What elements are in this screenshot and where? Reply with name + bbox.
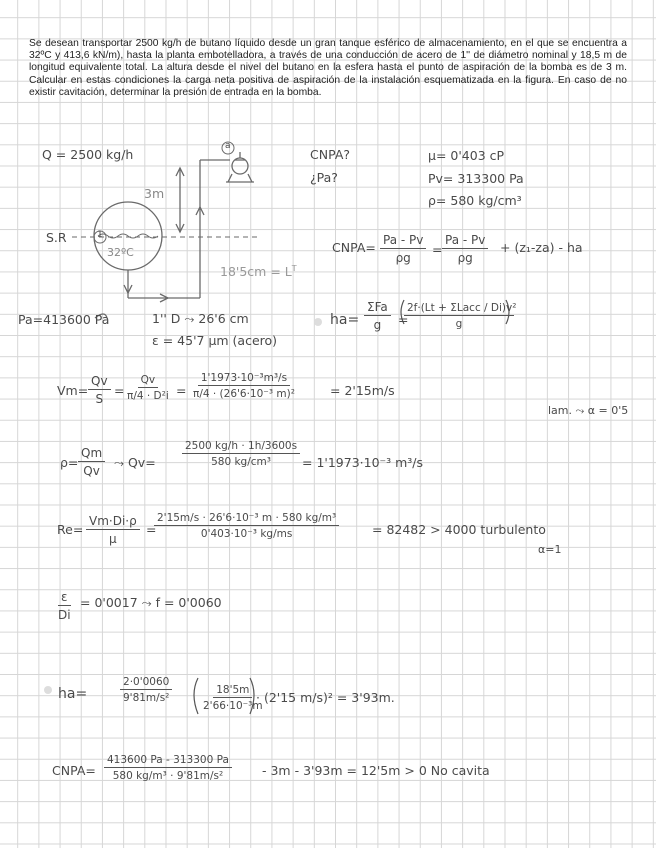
re-result: = 82482 > 4000 turbulento xyxy=(372,522,546,537)
paren-left xyxy=(194,678,198,714)
diagram-diameter-label: 1'' D ⤳ 26'6 cm xyxy=(152,311,249,326)
data-density: ρ= 580 kg/cm³ xyxy=(428,193,522,208)
ha-fraction-1: ΣFa g xyxy=(364,300,391,332)
ha-equals: = xyxy=(398,312,409,327)
vm-fraction-2: $\frac{Qv}{\text{π/4 · D²i}}$ xyxy=(127,374,169,402)
vm-laminar-note: lam. ⤳ α = 0'5 xyxy=(548,404,629,417)
re-fraction-2: $\frac{\text{2'15m/s · 26'6·10⁻³ m · 580 kg/m³}}{\text{0'403·10⁻³ kg/ms}}$ xyxy=(154,512,339,540)
diagram-roughness-label: ε = 45'7 μm (acero) xyxy=(152,333,278,348)
bullet-ha-calc xyxy=(44,686,52,694)
problem-statement: Se desean transportar 2500 kg/h de butano líquido desde un gran tanque esférico de almacenamiento, en el que se encuentra a 32ºC y 413,6 kN/m), hasta la planta embotelladora, a través de una conducción de acero de 1'' de diámetro nominal y 18,5 m de longitud equivalente total. La altura desde el nivel del butano en la esfera hasta el punto de aspiración de la bomba es de 3 m. Calcular en estas condiciones la carga neta positiva de aspiración de la instalación esquematizada en la figura. En caso de no existir cavitación, determinar la presión de entrada en la bomba. xyxy=(29,38,627,98)
unknown-pa: ¿Pa? xyxy=(310,170,338,185)
cnpa-fraction-1: $\frac{Pa - Pv}{\rho g}$ xyxy=(380,233,426,265)
ha-calc-lhs: ha= xyxy=(58,686,88,702)
ha-calc-fraction-2: $\frac{18'5m}{\text{2'66·10⁻³m}}$ xyxy=(203,684,263,712)
diagram-sr-label: S.R xyxy=(46,230,67,245)
ha-fraction-2: 2f·(Lt + ΣLacc / Di)v² g xyxy=(404,302,514,330)
cnpa-formula-lhs: CNPA= xyxy=(332,240,376,255)
data-vapor-pressure: Pv= 313300 Pa xyxy=(428,171,524,186)
vm-fraction-1: $\frac{Qv}{S}$ xyxy=(88,374,111,406)
cnpa-rest: + (z₁-za) - ha xyxy=(500,240,583,255)
cnpa-calc-fraction: $\frac{413600 Pa - 313300 Pa}{\text{580 kg/m³ · 9'81m/s²}}$ xyxy=(104,754,232,782)
eps-result: = 0'0017 ⤳ f = 0'0060 xyxy=(80,595,222,610)
vm-lhs: Vm= xyxy=(57,383,89,398)
vm-fraction-3: $\frac{\text{1'1973·10⁻³m³/s}}{\text{π/4 · (26'6·10⁻³ m)²}}$ xyxy=(193,372,295,400)
vm-eq1: = xyxy=(114,383,125,398)
ha-calc-fraction-1: $\frac{2\cdot 0'0060}{\text{9'81m/s²}}$ xyxy=(120,676,172,704)
cnpa-fraction-2: $\frac{Pa - Pv}{\rho g}$ xyxy=(442,233,488,265)
rho-fraction-1: $\frac{Qm}{Qv}$ xyxy=(78,446,105,478)
cnpa-calc-lhs: CNPA= xyxy=(52,763,96,778)
rho-result: = 1'1973·10⁻³ m³/s xyxy=(302,455,424,470)
re-alpha: α=1 xyxy=(538,543,562,556)
rho-lhs: ρ= xyxy=(60,455,79,470)
vm-result: = 2'15m/s xyxy=(330,383,395,398)
diagram-temp-label: 32ºC xyxy=(107,246,134,259)
diagram-point-a: a xyxy=(225,141,231,151)
diagram-height-label: 3m xyxy=(144,186,165,201)
diagram-pa-label: Pa=413600 Pa xyxy=(18,312,110,327)
eps-fraction: $\frac{\varepsilon}{Di}$ xyxy=(58,590,71,622)
ha-formula-lhs: ha= xyxy=(330,312,360,328)
re-eq: = xyxy=(146,522,157,537)
cnpa-calc-result: - 3m - 3'93m = 12'5m > 0 No cavita xyxy=(262,763,490,778)
re-fraction-1: $\frac{Vm\cdot Di\cdot\rho}{\mu}$ xyxy=(86,514,140,546)
vm-eq2: = xyxy=(176,383,187,398)
diagram-point-1: 1 xyxy=(97,230,103,240)
ha-calc-result: · (2'15 m/s)² = 3'93m. xyxy=(256,690,395,705)
diagram-length-label: $18'5cm = L^T$ xyxy=(220,264,297,280)
unknown-cnpa: CNPA? xyxy=(310,147,351,162)
cnpa-equals: = xyxy=(432,242,443,257)
data-viscosity: μ= 0'403 cP xyxy=(428,148,505,163)
bullet-ha xyxy=(314,318,322,326)
diagram-flow-label: Q = 2500 kg/h xyxy=(42,147,134,162)
re-lhs: Re= xyxy=(57,522,84,537)
rho-arrow: ⤳ Qv= xyxy=(114,455,156,470)
rho-fraction-2: $\frac{2500 kg/h \cdot 1h/3600s}{\text{580 kg/cm³}}$ xyxy=(182,440,300,468)
